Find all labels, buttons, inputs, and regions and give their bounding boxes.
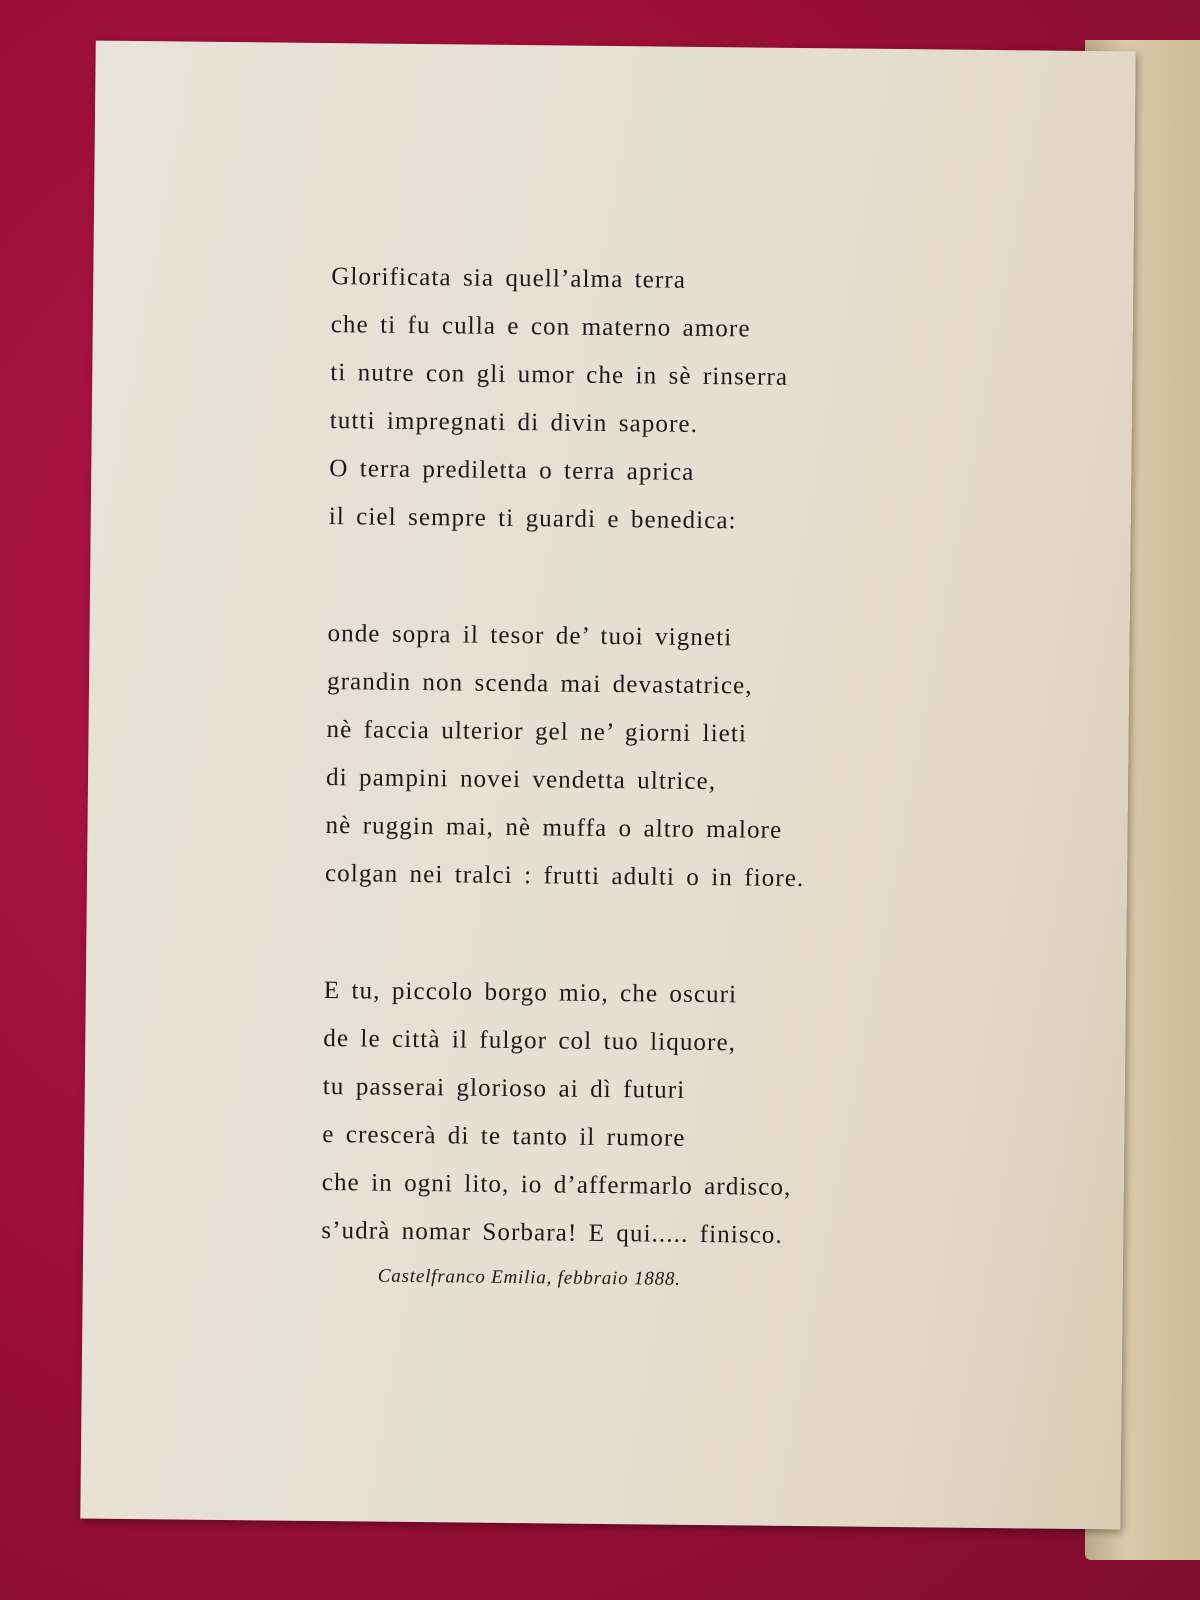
book-page: [80, 41, 1135, 1530]
verse-line: Glorificata sia quell’alma terra: [331, 263, 687, 294]
verse-line: colgan nei tralci : frutti adulti o in fiore.: [324, 860, 805, 893]
verse-line: de le città il fulgor col tuo liquore,: [323, 1025, 737, 1057]
stanza-2: [325, 610, 888, 904]
verse-line: s’udrà nomar Sorbara! E qui..... finisco.: [321, 1217, 783, 1249]
place-date-signature: Castelfranco Emilia, febbraio 1888.: [377, 1265, 681, 1290]
verse-line: che ti fu culla e con materno amore: [330, 311, 751, 343]
verse-line: E tu, piccolo borgo mio, che oscuri: [323, 977, 738, 1009]
verse-line: e crescerà di te tanto il rumore: [322, 1121, 686, 1152]
verse-line: che in ogni lito, io d’affermarlo ardisco,: [321, 1169, 792, 1201]
verse-line: di pampini novei vendetta ultrice,: [325, 764, 717, 796]
stanza-3: [321, 967, 884, 1261]
verse-line: O terra prediletta o terra aprica: [329, 455, 695, 486]
poem: [320, 253, 891, 1330]
verse-line: grandin non scenda mai devastatrice,: [326, 668, 753, 700]
verse-line: nè ruggin mai, nè muffa o altro malore: [325, 812, 783, 844]
verse-line: onde sopra il tesor de’ tuoi vigneti: [327, 620, 733, 652]
verse-line: il ciel sempre ti guardi e benedica:: [328, 503, 737, 535]
stanza-1: [329, 253, 892, 547]
verse-line: tutti impregnati di divin sapore.: [329, 407, 699, 438]
verse-line: ti nutre con gli umor che in sè rinserra: [330, 359, 789, 391]
verse-line: nè faccia ulterior gel ne’ giorni lieti: [326, 716, 748, 748]
verse-line: tu passerai glorioso ai dì futuri: [322, 1073, 686, 1104]
